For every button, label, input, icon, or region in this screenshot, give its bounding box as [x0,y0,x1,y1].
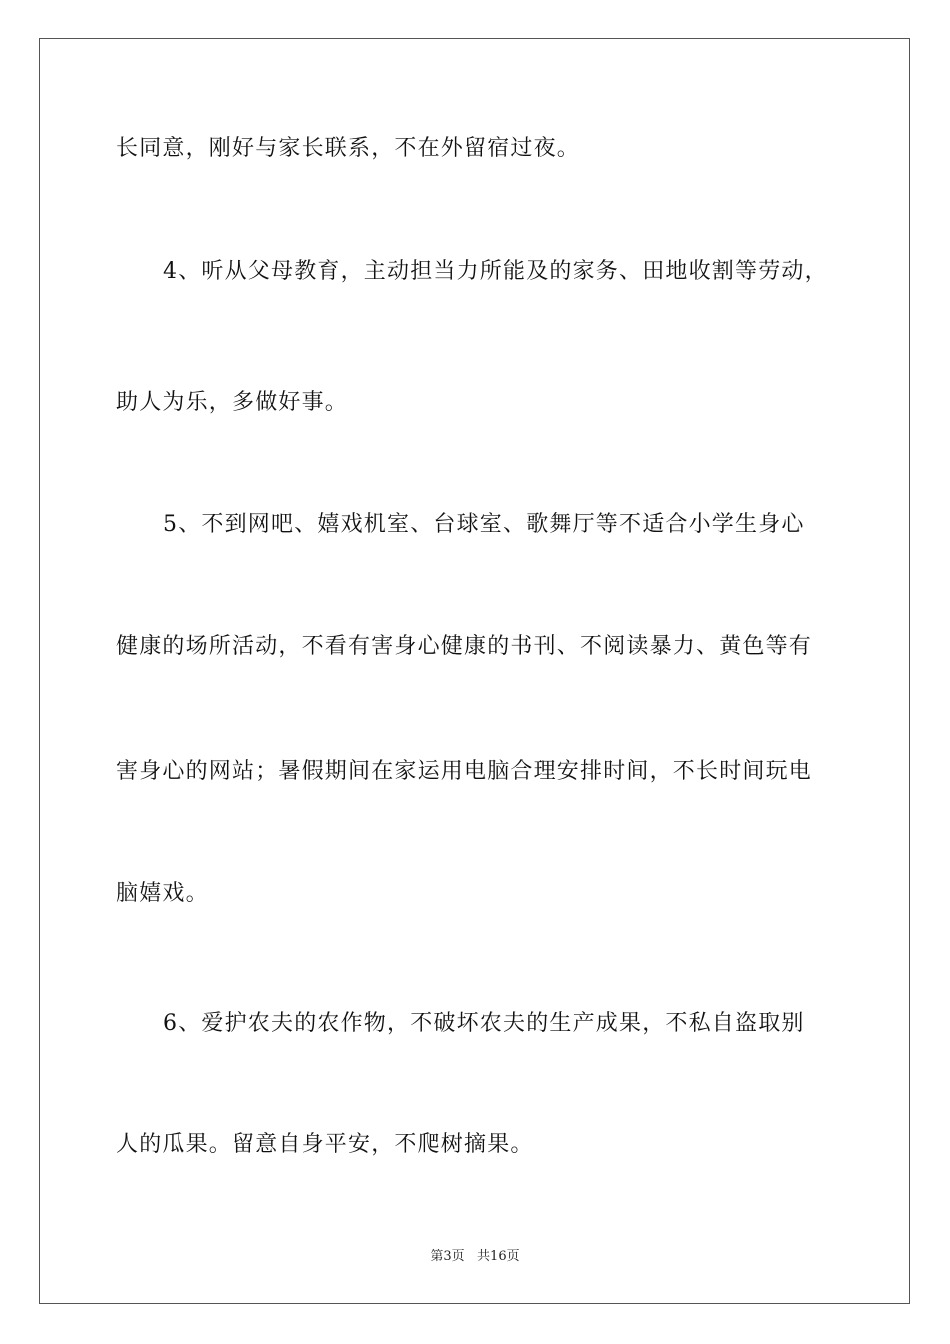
page-footer [0,1248,950,1266]
paragraph-line: 4、听从父母教育，主动担当力所能及的家务、田地收割等劳动， [163,259,828,284]
page-number: 第3页 共16页 [430,1249,520,1264]
paragraph-line: 脑嬉戏。 [116,881,209,906]
page-border [39,38,910,1304]
paragraph-line: 5、不到网吧、嬉戏机室、台球室、歌舞厅等不适合小学生身心 [163,512,805,537]
paragraph-line: 健康的场所活动，不看有害身心健康的书刊、不阅读暴力、黄色等有 [116,634,813,659]
paragraph-line: 害身心的网站；暑假期间在家运用电脑合理安排时间，不长时间玩电 [116,759,813,784]
paragraph-line: 人的瓜果。留意自身平安，不爬树摘果。 [116,1132,534,1157]
paragraph-line: 6、爱护农夫的农作物，不破坏农夫的生产成果，不私自盗取别 [163,1011,805,1036]
paragraph-line: 助人为乐，多做好事。 [116,390,349,415]
paragraph-line: 长同意，刚好与家长联系，不在外留宿过夜。 [116,136,581,161]
